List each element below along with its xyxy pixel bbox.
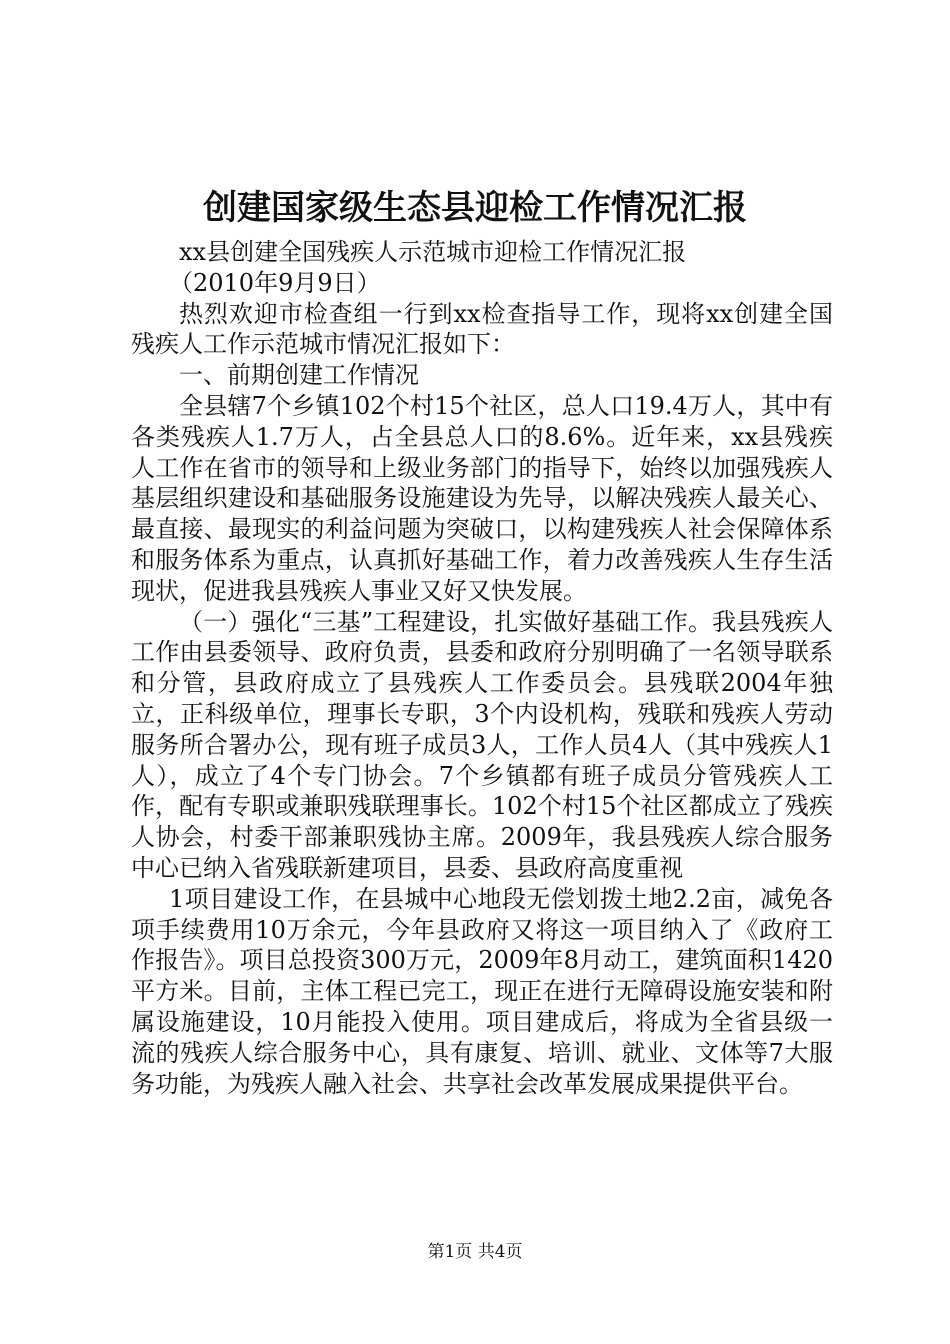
body-paragraph: 全县辖7个乡镇102个村15个社区，总人口19.4万人，其中有各类残疾人1.7万人，占全县总人口的8.6%。近年来，xx县残疾人工作在省市的领导和上级业务部门的指导下，始终以加强残疾人基层组织建设和基础服务设施建设为先导，以解决残疾人最关心、最直接、最现实的利益问题为突破口，以构建残疾人社会保障体系和服务体系为重点，认真抓好基础工作，着力改善残疾人生存生活现状，促进我县残疾人事业又好又快发展。 <box>131 391 833 605</box>
body-paragraph: 1项目建设工作，在县城中心地段无偿划拨土地2.2亩，减免各项手续费用10万余元，今年县政府又将这一项目纳入了《政府工作报告》。项目总投资300万元，2009年8月动工，建筑面积1420平方米。目前，主体工程已完工，现正在进行无障碍设施安装和附属设施建设，10月能投入使用。项目建成后，将成为全省县级一流的残疾人综合服务中心，具有康复、培训、就业、文体等7大服务功能，为残疾人融入社会、共享社会改革发展成果提供平台。 <box>131 884 833 1098</box>
date-paragraph: （2010年9月9日） <box>169 268 381 297</box>
subtitle-paragraph: xx县创建全国残疾人示范城市迎检工作情况汇报 <box>179 238 687 266</box>
document-body <box>131 237 833 1099</box>
body-paragraph: （一）强化“三基”工程建设，扎实做好基础工作。我县残疾人工作由县委领导、政府负责，县委和政府分别明确了一名领导联系和分管，县政府成立了县残疾人工作委员会。县残联2004年独立，正科级单位，理事长专职，3个内设机构，残联和残疾人劳动服务所合署办公，现有班子成员3人，工作人员4人（其中残疾人1人），成立了4个专门协会。7个乡镇都有班子成员分管残疾人工作，配有专职或兼职残联理事长。102个村15个社区都成立了残疾人协会，村委干部兼职残协主席。2009年，我县残疾人综合服务中心已纳入省残联新建项目，县委、县政府高度重视 <box>131 607 833 882</box>
page-footer: 第1页 共4页 <box>427 1242 523 1262</box>
document-title: 创建国家级生态县迎检工作情况汇报 <box>203 188 747 228</box>
section-heading: 一、前期创建工作情况 <box>179 361 419 390</box>
intro-paragraph: 热烈欢迎市检查组一行到xx检查指导工作，现将xx创建全国残疾人工作示范城市情况汇报如下： <box>131 299 833 359</box>
